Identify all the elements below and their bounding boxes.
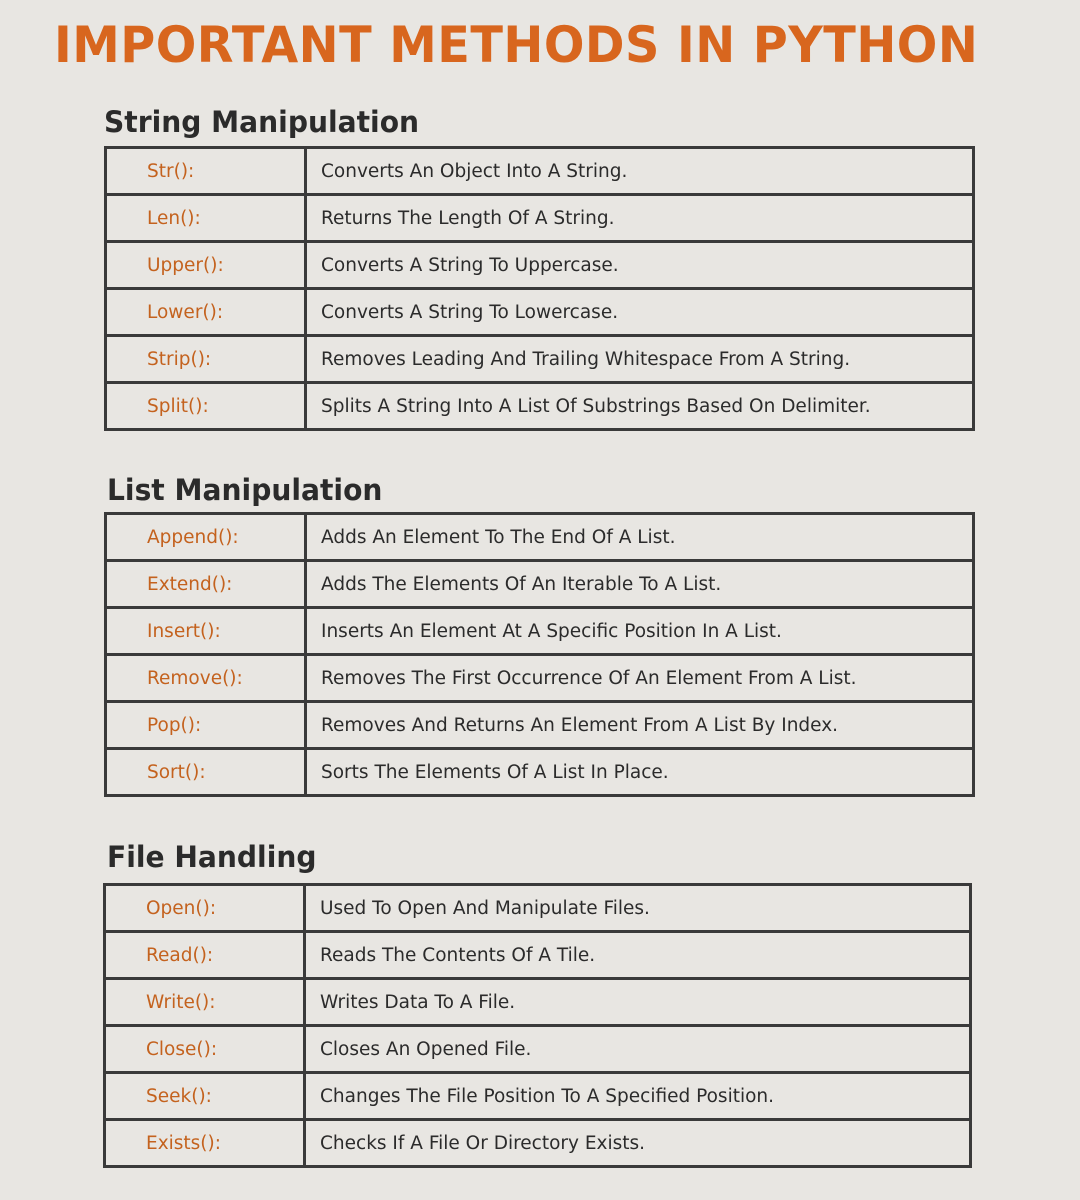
- method-name: Upper():: [106, 242, 306, 289]
- table-row: [106, 148, 974, 195]
- method-description: Removes The First Occurrence Of An Element From A List.: [306, 655, 974, 702]
- table-row: [106, 561, 974, 608]
- method-description: Converts A String To Lowercase.: [306, 289, 974, 336]
- method-description: Converts A String To Uppercase.: [306, 242, 974, 289]
- table-row: [106, 336, 974, 383]
- method-name: Insert():: [106, 608, 306, 655]
- method-description: Adds An Element To The End Of A List.: [306, 514, 974, 561]
- method-description: Adds The Elements Of An Iterable To A List.: [306, 561, 974, 608]
- method-name: Pop():: [106, 702, 306, 749]
- table-row: [106, 289, 974, 336]
- method-description: Used To Open And Manipulate Files.: [305, 885, 971, 932]
- table-row: [105, 1120, 971, 1167]
- table-row: [106, 514, 974, 561]
- table-row: [106, 749, 974, 796]
- method-name: Append():: [106, 514, 306, 561]
- method-description: Removes And Returns An Element From A List By Index.: [306, 702, 974, 749]
- method-description: Sorts The Elements Of A List In Place.: [306, 749, 974, 796]
- method-name: Split():: [106, 383, 306, 430]
- method-description: Checks If A File Or Directory Exists.: [305, 1120, 971, 1167]
- table-row: [106, 655, 974, 702]
- method-name: Strip():: [106, 336, 306, 383]
- method-description: Removes Leading And Trailing Whitespace From A String.: [306, 336, 974, 383]
- method-name: Close():: [105, 1026, 305, 1073]
- method-name: Read():: [105, 932, 305, 979]
- method-description: Closes An Opened File.: [305, 1026, 971, 1073]
- table-row: [105, 1026, 971, 1073]
- method-description: Splits A String Into A List Of Substrings Based On Delimiter.: [306, 383, 974, 430]
- string-methods-table: [104, 146, 975, 431]
- section-title-list-manipulation: List Manipulation: [107, 473, 383, 507]
- method-name: Lower():: [106, 289, 306, 336]
- table-row: [106, 383, 974, 430]
- table-row: [106, 242, 974, 289]
- file-methods-table: [103, 883, 972, 1168]
- method-name: Remove():: [106, 655, 306, 702]
- method-name: Write():: [105, 979, 305, 1026]
- page-title: IMPORTANT METHODS IN PYTHON: [54, 16, 979, 74]
- method-description: Returns The Length Of A String.: [306, 195, 974, 242]
- table-row: [105, 885, 971, 932]
- method-description: Reads The Contents Of A Tile.: [305, 932, 971, 979]
- table-row: [105, 1073, 971, 1120]
- table-row: [106, 195, 974, 242]
- method-name: Sort():: [106, 749, 306, 796]
- method-name: Extend():: [106, 561, 306, 608]
- table-row: [106, 702, 974, 749]
- method-name: Len():: [106, 195, 306, 242]
- method-name: Exists():: [105, 1120, 305, 1167]
- table-row: [105, 979, 971, 1026]
- method-description: Converts An Object Into A String.: [306, 148, 974, 195]
- method-description: Changes The File Position To A Specified Position.: [305, 1073, 971, 1120]
- section-title-string-manipulation: String Manipulation: [104, 105, 420, 139]
- method-name: Str():: [106, 148, 306, 195]
- method-name: Open():: [105, 885, 305, 932]
- method-name: Seek():: [105, 1073, 305, 1120]
- table-row: [106, 608, 974, 655]
- table-row: [105, 932, 971, 979]
- section-title-file-handling: File Handling: [107, 840, 317, 874]
- method-description: Inserts An Element At A Specific Position In A List.: [306, 608, 974, 655]
- list-methods-table: [104, 512, 975, 797]
- method-description: Writes Data To A File.: [305, 979, 971, 1026]
